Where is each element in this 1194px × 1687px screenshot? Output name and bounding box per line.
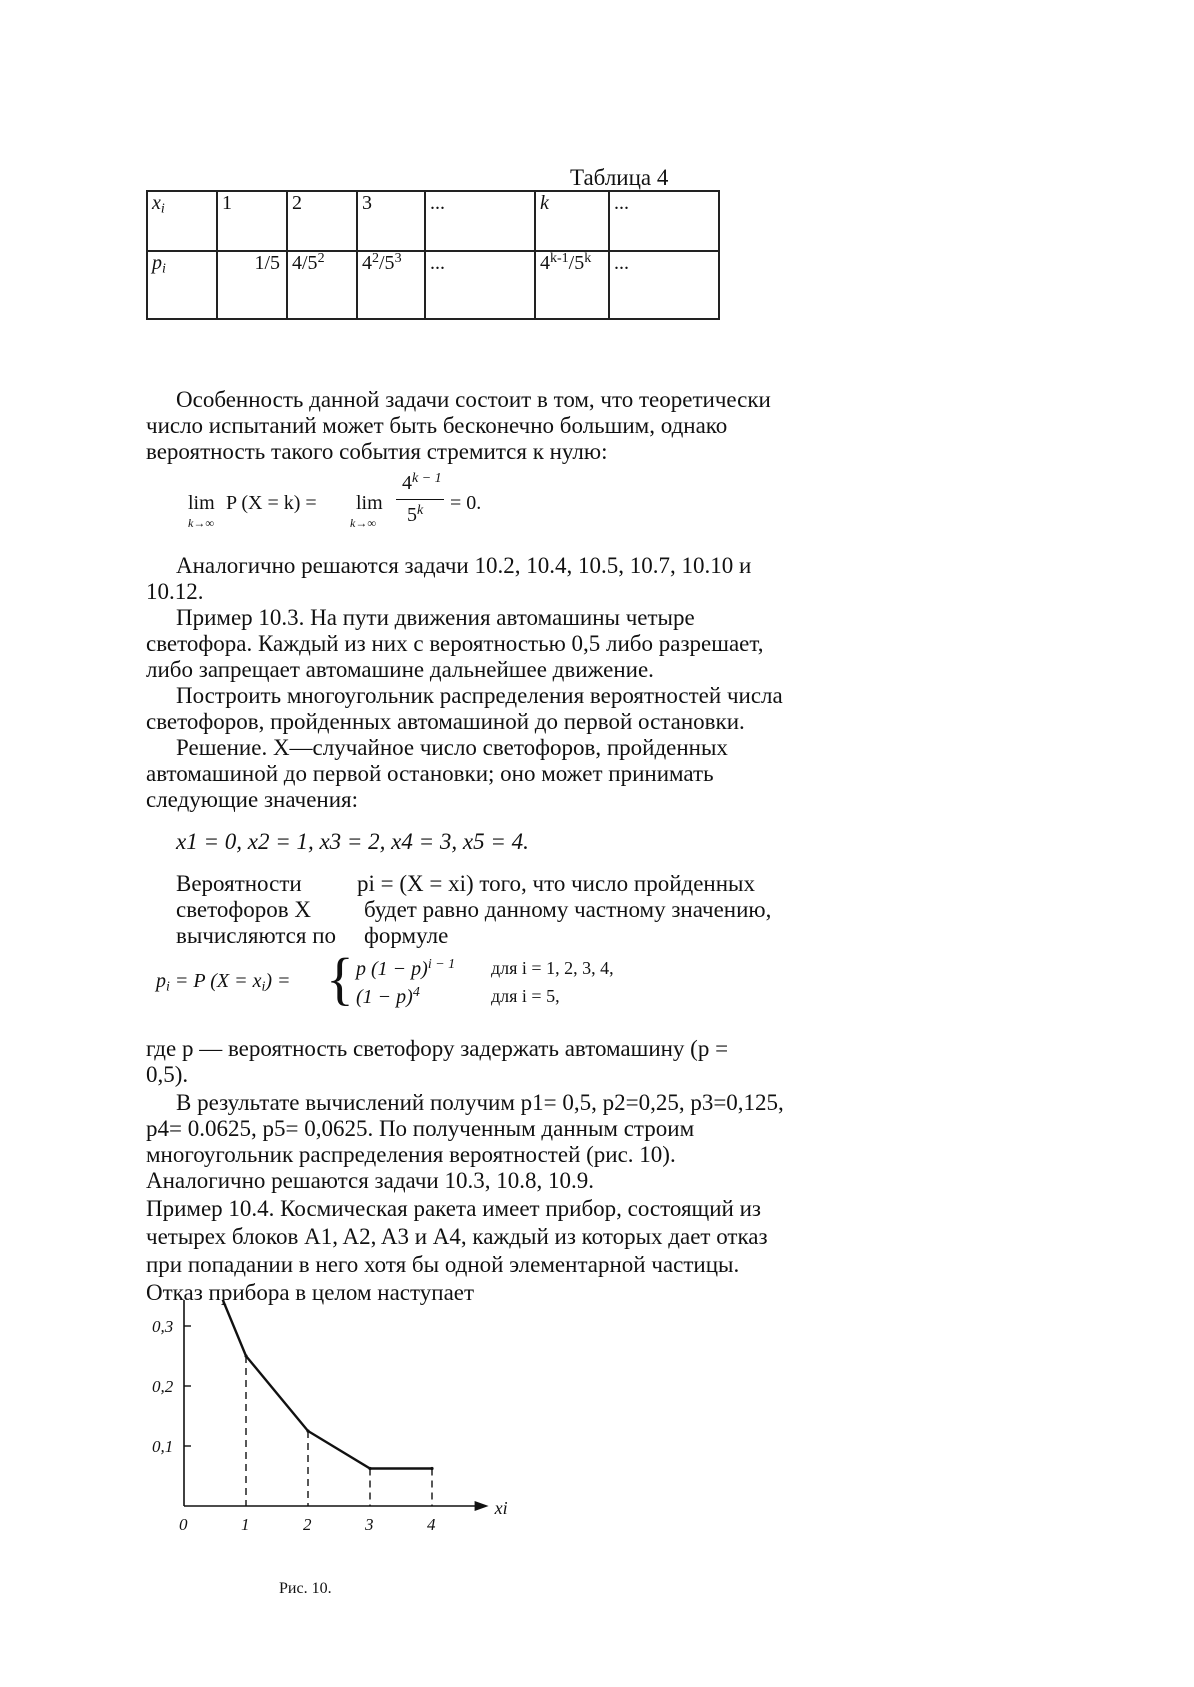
x-tick-label: 0 (179, 1515, 188, 1534)
table-row (147, 191, 719, 251)
x-tick-label: 4 (427, 1515, 436, 1534)
distribution-table (146, 190, 720, 320)
table-cell: ... (609, 251, 719, 319)
text-line: Пример 10.3. На пути движения автомашины четыре (176, 605, 695, 630)
text-line: где p — вероятность светофору задержать автомашину (p = (146, 1036, 729, 1061)
table-cell: 4$^{k-1}$/5$^k$ (535, 251, 609, 319)
text-line: будет равно данному частному значению, (364, 897, 772, 922)
text-line: автомашиной до первой остановки; оно может принимать (146, 761, 714, 786)
text-line: следующие значения: (146, 787, 358, 812)
text-line: четырех блоков A1, A2, A3 и A4, каждый из которых дает отказ (146, 1224, 768, 1249)
text-line: либо запрещает автомашине дальнейшее движение. (146, 657, 654, 682)
data-point (368, 1467, 371, 1470)
text-line: 0,5). (146, 1062, 189, 1087)
x-tick-label: 1 (241, 1515, 250, 1534)
text-line: Вероятности (176, 871, 302, 896)
x-axis-arrow (475, 1501, 489, 1511)
row-label-p: $p_i$ (147, 251, 217, 319)
text-line: Аналогично решаются задачи 10.3, 10.8, 10.9. (146, 1168, 594, 1193)
row-label-x: $x_i$ (147, 191, 217, 251)
piecewise-formula: $p_i = P$ $(X = x_i)$ = { p $(1 - p)^{i - 1}$ для i = 1, 2, 3, 4, $(1 - p)^4$ для i = 5, (156, 946, 614, 1011)
table-cell: 2 (287, 191, 357, 251)
table-cell: ... (425, 251, 535, 319)
x-axis-label: xi (494, 1498, 508, 1518)
text-line: pi = (X = xi) того, что число пройденных (357, 871, 755, 896)
data-point (244, 1354, 247, 1357)
text-line: светофоров X (176, 897, 312, 922)
data-point (306, 1429, 309, 1432)
table-cell: k (535, 191, 609, 251)
table-cell: 1/5 (217, 251, 287, 319)
table-cell: ... (425, 191, 535, 251)
x-tick-label: 2 (303, 1515, 312, 1534)
y-tick-label: 0,1 (152, 1437, 174, 1456)
probability-polygon-chart (140, 1300, 540, 1570)
text-line: при попадании в него хотя бы одной элементарной частицы. (146, 1252, 740, 1277)
x-tick-label: 3 (365, 1515, 374, 1534)
text-line: 10.12. (146, 579, 204, 604)
text-line: В результате вычислений получим p1= 0,5, p2=0,25, p3=0,125, (176, 1090, 784, 1115)
table-cell: 3 (357, 191, 425, 251)
text-line: число испытаний может быть бесконечно большим, однако (146, 413, 728, 438)
text-line: p4= 0.0625, p5= 0,0625. По полученным данным строим (146, 1116, 695, 1141)
table-row (147, 251, 719, 319)
text-line: вычисляются по (176, 923, 337, 948)
text-line: Отказ прибора в целом наступает (146, 1280, 475, 1305)
text-line: светофоров, пройденных автомашиной до первой остановки. (146, 709, 745, 734)
text-line: светофора. Каждый из них с вероятностью 0,5 либо разрешает, (146, 631, 764, 656)
text-line: Аналогично решаются задачи 10.2, 10.4, 10.5, 10.7, 10.10 и (176, 553, 752, 578)
table-cell: $4/5^2$ (287, 251, 357, 319)
text-line: Построить многоугольник распределения вероятностей числа (176, 683, 783, 708)
y-tick-label: 0,2 (152, 1377, 174, 1396)
text-line: многоугольник распределения вероятностей (рис. 10). (146, 1142, 676, 1167)
text-line: Решение. X—случайное число светофоров, пройденных (176, 735, 728, 760)
table-cell: $4^2/5^3$ (357, 251, 425, 319)
table-caption: Таблица 4 (570, 165, 669, 190)
data-point (430, 1467, 433, 1470)
y-tick-label: 0,3 (152, 1317, 174, 1336)
figure-caption: Рис. 10. (279, 1580, 332, 1597)
text-line: формуле (364, 923, 449, 948)
text-line: вероятность такого события стремится к нулю: (146, 439, 608, 464)
table-cell: ... (609, 191, 719, 251)
values-line: x1 = 0, x2 = 1, x3 = 2, x4 = 3, x5 = 4. (176, 829, 529, 854)
table-cell: 1 (217, 191, 287, 251)
text-line: Пример 10.4. Космическая ракета имеет прибор, состоящий из (146, 1196, 762, 1221)
text-line: Особенность данной задачи состоит в том, что теоретически (176, 387, 771, 412)
